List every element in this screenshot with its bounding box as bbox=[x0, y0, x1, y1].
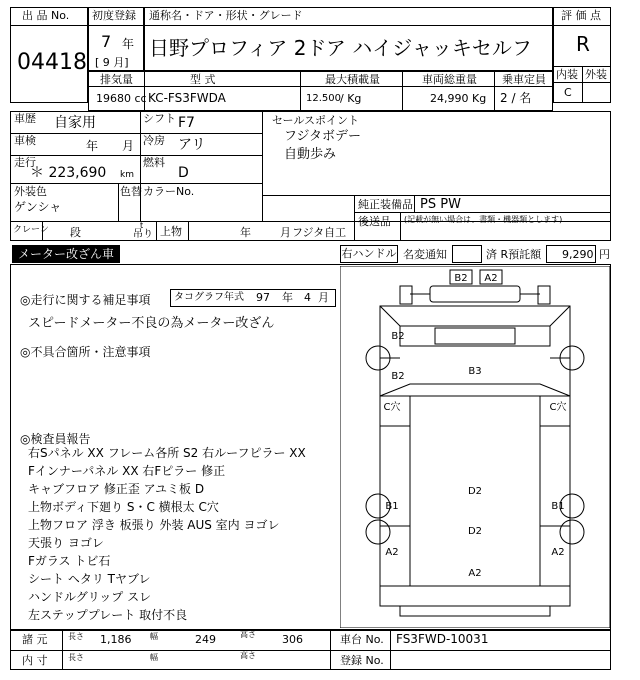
diag-right-c: C穴 bbox=[549, 402, 567, 413]
tacho-year-unit: 年 bbox=[282, 291, 293, 304]
body-maker: フジタ自工 bbox=[292, 226, 347, 239]
diag-bed-d2b: D2 bbox=[467, 526, 483, 537]
diag-cab-b3: B3 bbox=[468, 366, 482, 377]
diag-right-b1: B1 bbox=[551, 501, 565, 512]
load-label: 最大積載量 bbox=[325, 73, 380, 86]
ac-label: 冷房 bbox=[143, 134, 165, 147]
inspector-line-2: Fインナーパネル XX 右Fピラー 修正 bbox=[28, 464, 226, 478]
inspector-line-7: Fガラス トビ石 bbox=[28, 554, 111, 568]
diag-left-c: C穴 bbox=[383, 402, 401, 413]
shift-value: F7 bbox=[178, 115, 195, 131]
body-month: 月 bbox=[280, 226, 291, 239]
options-value: PS PW bbox=[420, 197, 461, 212]
fuel-label: 燃料 bbox=[143, 156, 165, 169]
odometer-badge: メーター改ざん車 bbox=[12, 245, 120, 263]
history-value: 自家用 bbox=[54, 115, 96, 131]
first-reg-year: 7 bbox=[101, 32, 112, 51]
aftermarket-label: 後送品 bbox=[358, 215, 391, 228]
color-change-label: 色替 bbox=[120, 185, 142, 198]
crane-lift: 吊り bbox=[133, 229, 153, 240]
capacity-label: 乗車定員 bbox=[502, 73, 546, 86]
defects-label: ◎不具合箇所・注意事項 bbox=[20, 345, 151, 359]
lot-number: 04418 bbox=[17, 50, 87, 75]
inspector-line-1: 右Sパネル XX フレーム各所 S2 右ルーフピラー XX bbox=[28, 446, 306, 460]
height-value: 306 bbox=[282, 633, 303, 646]
first-reg-label: 初度登録 bbox=[92, 9, 136, 22]
selling-label: セールスポイント bbox=[272, 114, 360, 127]
gvw-label: 車両総重量 bbox=[422, 73, 477, 86]
inspector-label: ◎検査員報告 bbox=[20, 432, 91, 446]
height-label: 高さ bbox=[240, 630, 256, 639]
first-reg-month: [ 9 月] bbox=[95, 56, 129, 69]
interior-value: C bbox=[564, 86, 572, 99]
width-value: 249 bbox=[195, 633, 216, 646]
selling-line-2: 自動歩み bbox=[284, 147, 337, 162]
crane-lift-top: t bbox=[140, 221, 144, 230]
load-unit: / Kg bbox=[340, 92, 362, 105]
inspection-label: 車検 bbox=[14, 134, 36, 147]
aftermarket-note: (記載が無い場合は、書類・機器類とします) bbox=[404, 215, 563, 224]
mileage-label: 走行 bbox=[14, 156, 36, 169]
grade-label: 評 価 点 bbox=[561, 9, 601, 22]
inspector-line-8: シート ヘタリ Tヤブレ bbox=[28, 572, 151, 586]
length-value: 1,186 bbox=[100, 633, 132, 646]
diag-top-b2: B2 bbox=[454, 273, 468, 284]
mileage-unit: km bbox=[120, 170, 134, 180]
load-value: 12.500 bbox=[306, 93, 341, 104]
tax-value: 9,290 bbox=[562, 248, 594, 261]
body-year: 年 bbox=[240, 226, 251, 239]
body-label: 上物 bbox=[160, 225, 182, 238]
reg-label: 登録 No. bbox=[340, 654, 384, 667]
driving-note: スピードメーター不良の為メーター改ざん bbox=[28, 316, 275, 331]
truck-diagram bbox=[340, 266, 610, 628]
exterior-color-label: 外装色 bbox=[14, 185, 47, 198]
inner-length-label: 長さ bbox=[68, 653, 84, 662]
diag-left-a2: A2 bbox=[385, 547, 399, 558]
inspector-line-6: 天張り ヨゴレ bbox=[28, 536, 104, 550]
ac-value: アリ bbox=[178, 137, 206, 153]
diag-rear-a2: A2 bbox=[468, 568, 482, 579]
capacity-value: 2 / 名 bbox=[500, 91, 532, 105]
color-no-label: カラーNo. bbox=[143, 185, 195, 198]
options-label: 純正装備品 bbox=[358, 198, 413, 211]
chassis-value: FS3FWD-10031 bbox=[396, 632, 489, 646]
history-label: 車歴 bbox=[14, 112, 36, 125]
rhd-label: 右ハンドル bbox=[340, 245, 398, 263]
lot-label: 出 品 No. bbox=[22, 9, 70, 22]
tacho-month-unit: 月 bbox=[318, 291, 329, 304]
selling-line-1: フジタボデー bbox=[284, 129, 361, 144]
inspector-line-5: 上物フロア 浮き 板張り 外装 AUS 室内 ヨゴレ bbox=[28, 518, 280, 532]
dims-label: 諸 元 bbox=[22, 633, 48, 646]
diag-cab-b2: B2 bbox=[391, 331, 405, 342]
name-change-label: 名変通知 bbox=[403, 248, 447, 261]
diag-left-b2: B2 bbox=[391, 371, 405, 382]
driving-note-label: ◎走行に関する補足事項 bbox=[20, 293, 151, 307]
type-label: 型 式 bbox=[190, 73, 216, 86]
exterior-label: 外装 bbox=[585, 68, 607, 81]
shift-label: シフト bbox=[143, 112, 176, 125]
name-change-box bbox=[452, 245, 482, 263]
diag-bed-d2a: D2 bbox=[467, 486, 483, 497]
displacement-value: 19680 cc bbox=[96, 92, 147, 105]
gvw-value: 24,990 Kg bbox=[430, 92, 487, 105]
inspector-line-4: 上物ボディ下廻り S・C 横根太 C穴 bbox=[28, 500, 219, 514]
interior-label: 内装 bbox=[556, 68, 578, 81]
model-label: 通称名・ドア・形状・グレード bbox=[149, 9, 303, 22]
width-label: 幅 bbox=[150, 632, 158, 641]
tacho-month: 4 bbox=[304, 291, 311, 304]
tax-unit: 円 bbox=[599, 248, 610, 261]
first-reg-year-unit: 年 bbox=[122, 37, 135, 51]
diag-top-a2: A2 bbox=[484, 273, 498, 284]
inner-width-label: 幅 bbox=[150, 653, 158, 662]
inspector-line-9: ハンドルグリップ スレ bbox=[28, 590, 152, 604]
crane-stage: 段 bbox=[70, 226, 81, 239]
inspector-line-3: キャブフロア 修正歪 アユミ板 D bbox=[28, 482, 205, 496]
inspection-year: 年 bbox=[86, 139, 99, 153]
inspector-line-10: 左ステッププレート 取付不良 bbox=[28, 608, 188, 622]
tacho-label: タコグラフ年式 bbox=[174, 292, 244, 303]
length-label: 長さ bbox=[68, 632, 84, 641]
tacho-year: 97 bbox=[256, 291, 270, 304]
grade-value: R bbox=[576, 32, 590, 56]
inner-label: 内 寸 bbox=[22, 654, 48, 667]
tax-label: 済 R預託額 bbox=[486, 248, 542, 261]
mileage-value: ＊ 223,690 bbox=[30, 165, 107, 181]
chassis-label: 車台 No. bbox=[340, 633, 384, 646]
inspection-month: 月 bbox=[122, 139, 135, 153]
crane-label: クレーン bbox=[13, 225, 49, 235]
exterior-color-value: ゲンシャ bbox=[14, 200, 62, 214]
diag-left-b1: B1 bbox=[385, 501, 399, 512]
displacement-label: 排気量 bbox=[100, 73, 133, 86]
fuel-value: D bbox=[178, 165, 189, 181]
diag-right-a2: A2 bbox=[551, 547, 565, 558]
inner-height-label: 高さ bbox=[240, 651, 256, 660]
model-name: 日野プロフィア 2ドア ハイジャッキセルフ bbox=[149, 36, 532, 60]
type-value: KC-FS3FWDA bbox=[148, 91, 226, 105]
